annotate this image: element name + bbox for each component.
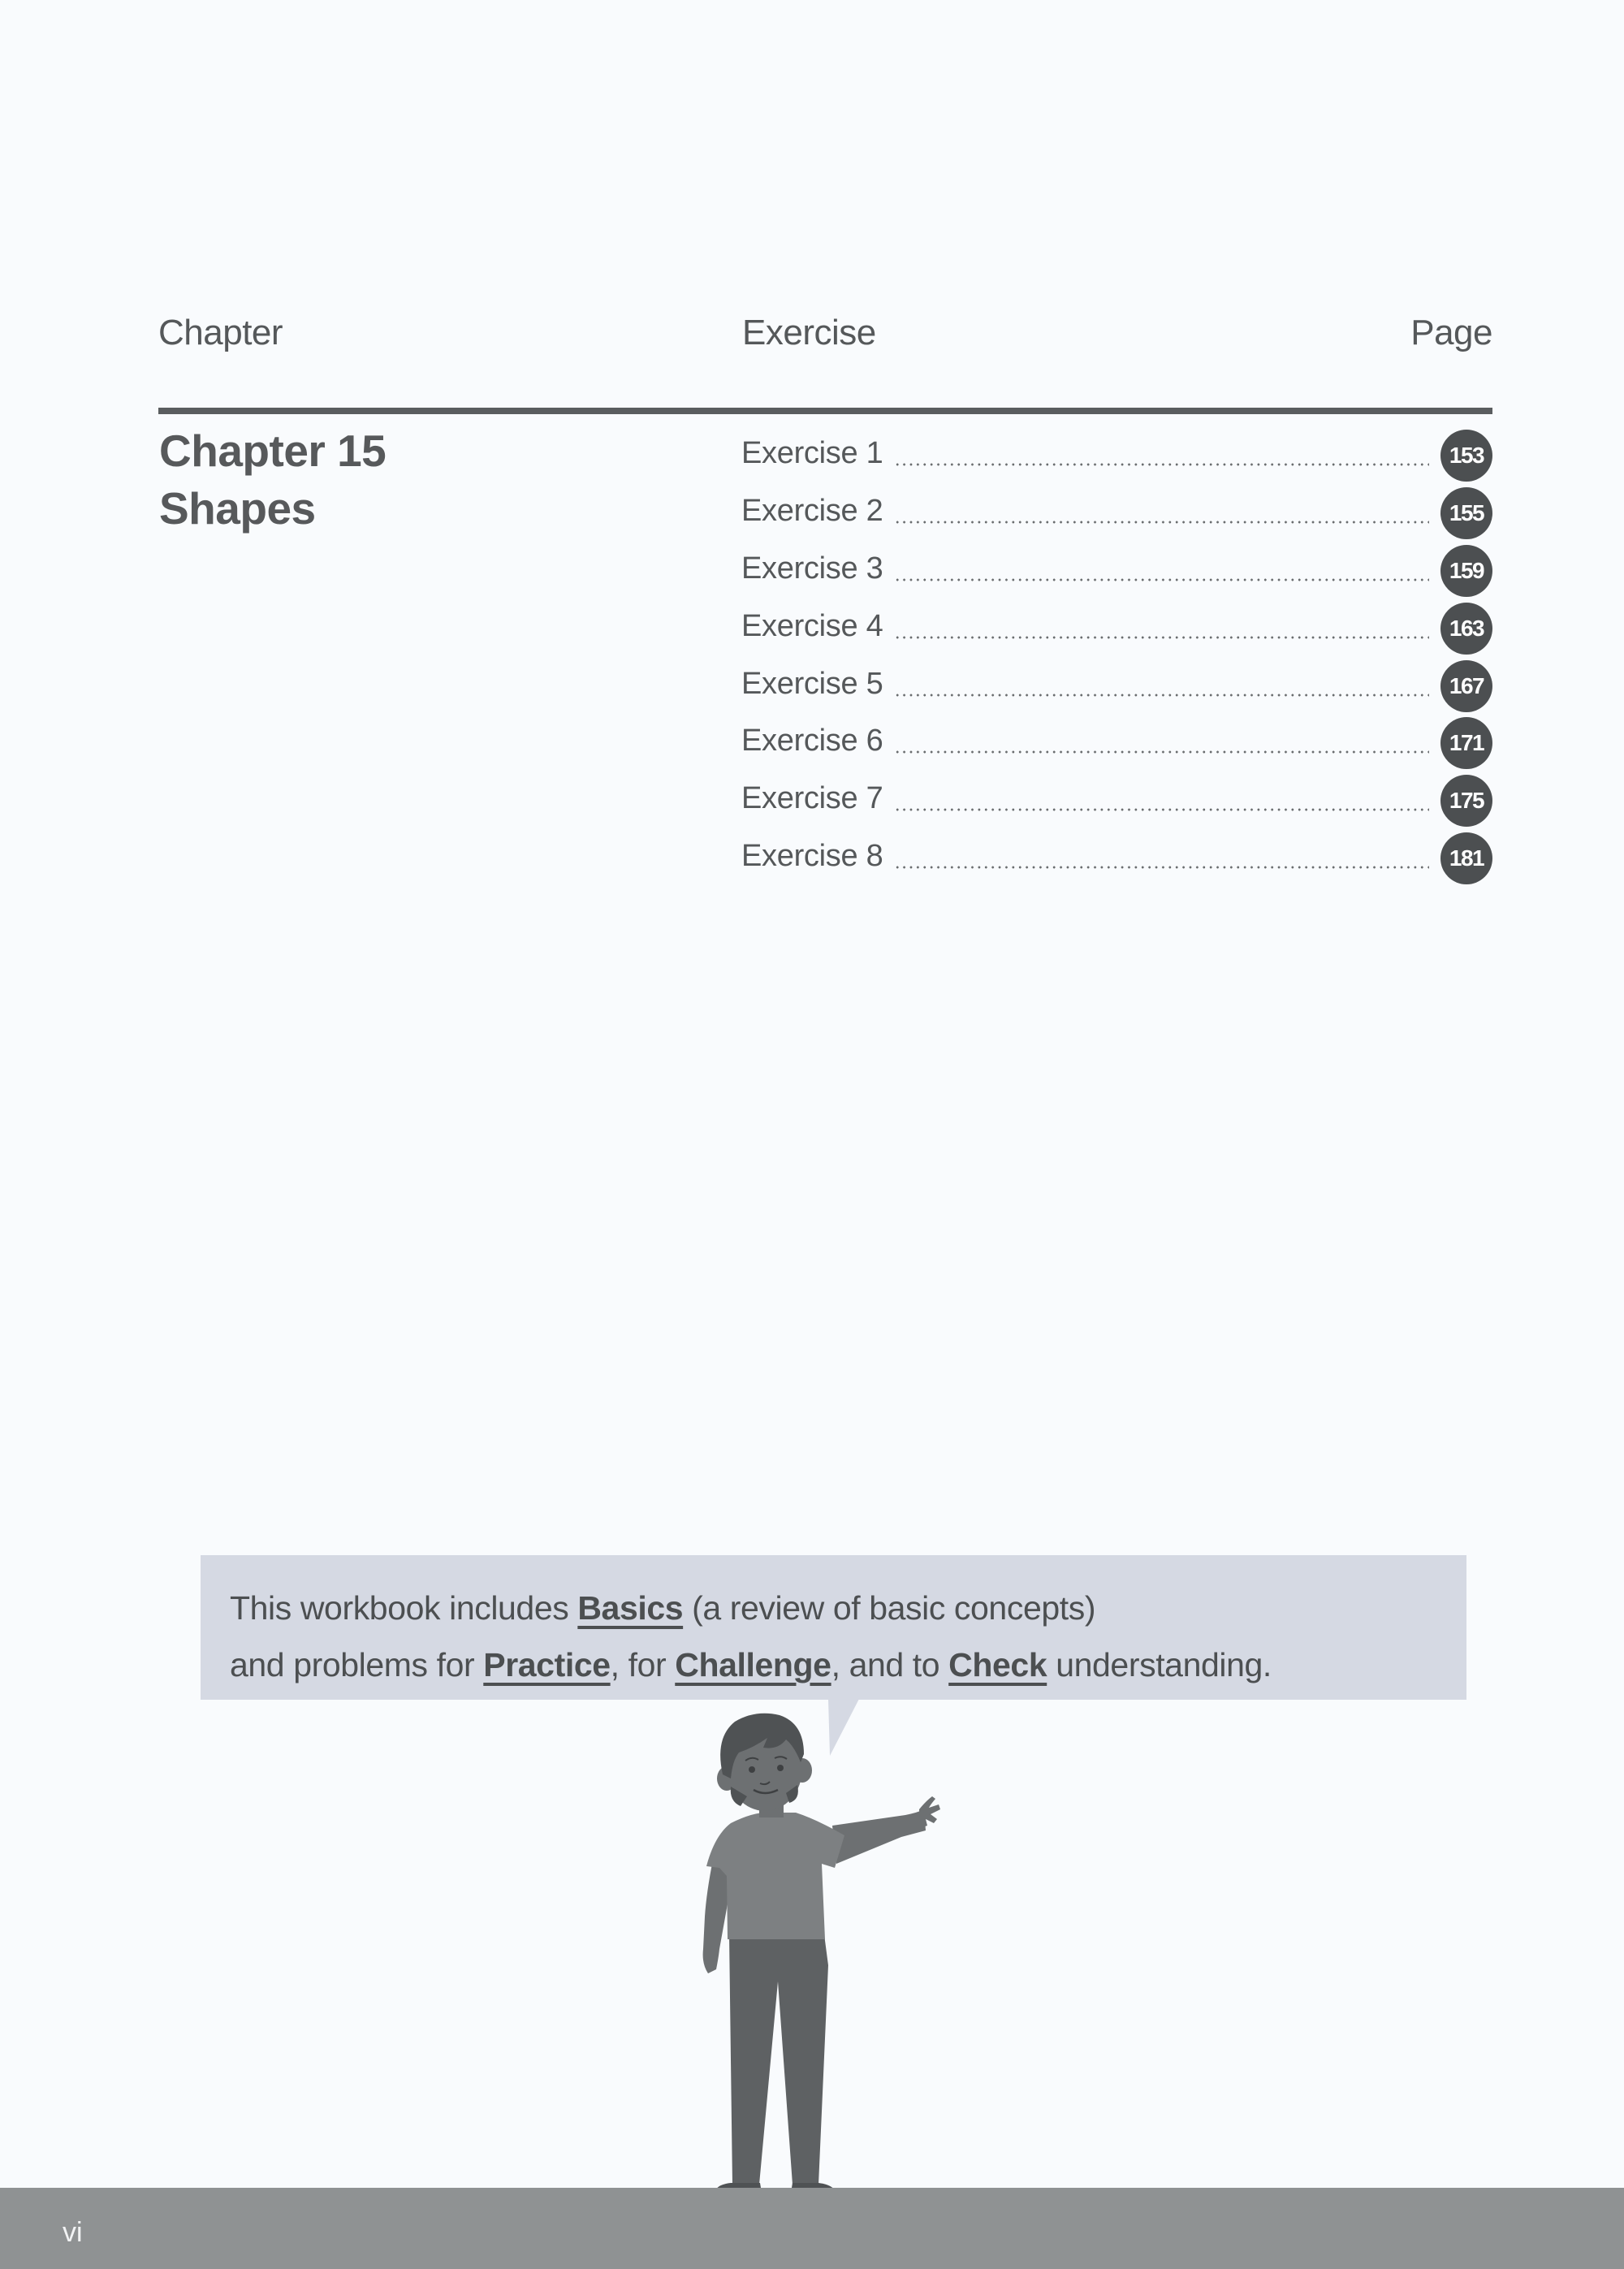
exercise-label: Exercise 1 bbox=[741, 436, 883, 470]
dot-leader bbox=[894, 463, 1429, 466]
dot-leader bbox=[894, 750, 1429, 754]
dot-leader bbox=[894, 808, 1429, 811]
page-number-badge: 175 bbox=[1440, 775, 1492, 827]
exercise-label: Exercise 5 bbox=[741, 666, 883, 701]
page-number-badge: 153 bbox=[1440, 430, 1492, 482]
chapter-number: Chapter 15 bbox=[159, 426, 387, 476]
exercise-row[interactable] bbox=[741, 838, 1492, 896]
page-number-badge: 171 bbox=[1440, 717, 1492, 769]
exercise-list bbox=[741, 435, 1492, 896]
column-header-chapter: Chapter bbox=[158, 313, 283, 352]
dot-leader bbox=[894, 521, 1429, 524]
term-basics: Basics bbox=[577, 1589, 684, 1627]
exercise-label: Exercise 7 bbox=[741, 781, 883, 816]
callout-text-segment: , for bbox=[610, 1646, 676, 1683]
page-number: vi bbox=[63, 2217, 83, 2248]
page-number-badge: 181 bbox=[1440, 832, 1492, 884]
page-number-badge: 155 bbox=[1440, 487, 1492, 539]
exercise-row[interactable] bbox=[741, 723, 1492, 780]
page-number-badge: 163 bbox=[1440, 603, 1492, 655]
speech-bubble-callout bbox=[201, 1555, 1466, 1700]
dot-leader bbox=[894, 578, 1429, 581]
column-header-exercise: Exercise bbox=[742, 313, 876, 352]
header-rule bbox=[158, 408, 1492, 414]
exercise-label: Exercise 3 bbox=[741, 551, 883, 586]
callout-text-segment: (a review of basic concepts) bbox=[683, 1589, 1096, 1627]
exercise-row[interactable] bbox=[741, 493, 1492, 551]
boy-pointing-illustration bbox=[682, 1705, 958, 2189]
callout-text bbox=[230, 1580, 1272, 1693]
callout-text-segment: This workbook includes bbox=[230, 1589, 578, 1627]
term-practice: Practice bbox=[483, 1646, 611, 1683]
dot-leader bbox=[894, 694, 1429, 697]
term-challenge: Challenge bbox=[675, 1646, 831, 1683]
exercise-row[interactable] bbox=[741, 551, 1492, 608]
page-number-badge: 167 bbox=[1440, 660, 1492, 712]
callout-line-2 bbox=[230, 1636, 1272, 1693]
term-check: Check bbox=[948, 1646, 1047, 1683]
chapter-title: Shapes bbox=[159, 483, 316, 534]
column-header-page: Page bbox=[1410, 313, 1492, 352]
exercise-label: Exercise 6 bbox=[741, 724, 883, 758]
exercise-label: Exercise 2 bbox=[741, 493, 883, 528]
exercise-row[interactable] bbox=[741, 435, 1492, 493]
callout-text-segment: , and to bbox=[831, 1646, 949, 1683]
exercise-row[interactable] bbox=[741, 780, 1492, 838]
dot-leader bbox=[894, 636, 1429, 639]
callout-line-1 bbox=[230, 1580, 1272, 1636]
callout-text-segment: and problems for bbox=[230, 1646, 484, 1683]
exercise-row[interactable] bbox=[741, 666, 1492, 724]
exercise-label: Exercise 4 bbox=[741, 608, 883, 643]
callout-text-segment: understanding. bbox=[1047, 1646, 1272, 1683]
footer-bar bbox=[0, 2188, 1624, 2269]
chapter-heading bbox=[159, 422, 386, 538]
page-number-badge: 159 bbox=[1440, 545, 1492, 597]
dot-leader bbox=[894, 866, 1429, 869]
exercise-row[interactable] bbox=[741, 608, 1492, 666]
exercise-label: Exercise 8 bbox=[741, 839, 883, 874]
